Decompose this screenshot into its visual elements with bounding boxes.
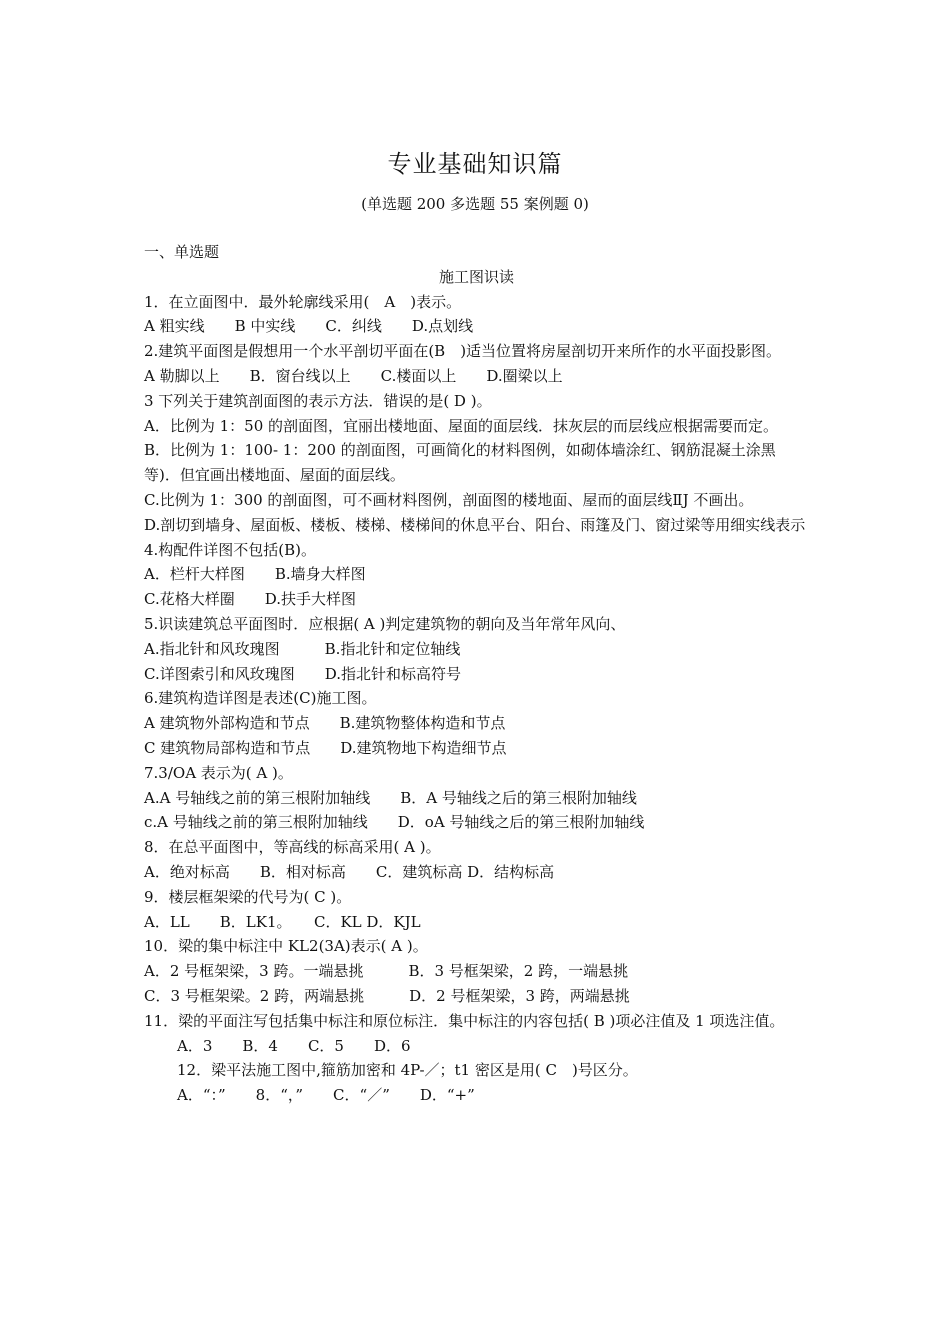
question-6: 6.建筑构造详图是表述(C)施工图。 bbox=[144, 689, 377, 708]
question-4-options-1: A．栏杆大样图 B.墙身大样图 bbox=[144, 565, 366, 584]
question-2-options: A 勒脚以上 B．窗台线以上 C.楼面以上 D.圈梁以上 bbox=[144, 366, 563, 385]
question-10-options-1: A．2 号框架梁，3 跨。一端悬挑 B．3 号框架梁，2 跨，一端悬挑 bbox=[144, 962, 629, 981]
document-title: 专业基础知识篇 bbox=[387, 150, 563, 178]
question-2: 2.建筑平面图是假想用一个水平剖切平面在(B )适当位置将房屋剖切开来所作的水平面投影图。 bbox=[144, 342, 782, 361]
question-1: 1．在立面图中．最外轮廓线采用( A )表示。 bbox=[144, 292, 462, 311]
question-8: 8．在总平面图中，等高线的标高采用( A )。 bbox=[144, 838, 441, 857]
question-3-option-b: B．比例为 1：100- 1：200 的剖面图，可画简化的材料图例，如砌体墙涂红、钢筋混凝土涂黑等)．但宜画出楼地面、屋面的面层线。 bbox=[144, 441, 776, 485]
question-6-options-2: C 建筑物局部构造和节点 D.建筑物地下构造细节点 bbox=[144, 738, 507, 757]
question-8-options: A．绝对标高 B．相对标高 C．建筑标高 D．结构标高 bbox=[144, 862, 555, 881]
question-9-options: A．LL B．LK1。 C．KL D．KJL bbox=[144, 912, 421, 931]
question-5-options-2: C.详图索引和风玫瑰图 D.指北针和标高符号 bbox=[144, 664, 461, 683]
question-12-options: A．“：” 8．“，” C．“／” D．“+” bbox=[177, 1086, 475, 1105]
question-3: 3 下列关于建筑剖面图的表示方法．错误的是( D )。 bbox=[144, 391, 492, 410]
section-heading: 一、单选题 bbox=[144, 243, 220, 261]
question-4-options-2: C.花格大样圈 D.扶手大样图 bbox=[144, 590, 356, 609]
question-11-options: A．3 B．4 C．5 D．6 bbox=[177, 1036, 411, 1055]
question-5-options-1: A.指北针和风玫瑰图 B.指北针和定位轴线 bbox=[144, 639, 461, 658]
document-body bbox=[144, 240, 809, 1108]
question-7-options-1: A.A 号轴线之前的第三根附加轴线 B．A 号轴线之后的第三根附加轴线 bbox=[144, 788, 637, 807]
question-11: 11．梁的平面注写包括集中标注和原位标注．集中标注的内容包括( B )项必注值及 1 项选注值。 bbox=[144, 1011, 785, 1030]
question-3-option-c: C.比例为 1：300 的剖面图，可不画材料图例，剖面图的楼地面、屋而的面层线ⅡJ 不画出。 bbox=[144, 490, 754, 509]
question-4: 4.构配件详图不包括(B)。 bbox=[144, 540, 317, 559]
question-10-options-2: C．3 号框架梁。2 跨，两端悬挑 D．2 号框架梁，3 跨，两端悬挑 bbox=[144, 986, 630, 1005]
subsection-heading: 施工图识读 bbox=[438, 267, 514, 286]
question-3-option-d: D.剖切到墙身、屋面板、楼板、楼梯、楼梯间的休息平台、阳台、雨篷及门、窗过梁等用细实线表示 bbox=[144, 515, 806, 534]
document-subtitle: (单选题 200 多选题 55 案例题 0) bbox=[361, 195, 589, 213]
question-3-option-a: A．比例为 1：50 的剖面图，宜丽出楼地面、屋面的面层线．抹灰层的而层线应根据需要而定。 bbox=[144, 416, 779, 435]
question-12: 12．梁平法施工图中,箍筋加密和 4P-／；t1 密区是用( C )号区分。 bbox=[177, 1061, 638, 1080]
question-7-options-2: c.A 号轴线之前的第三根附加轴线 D．oA 号轴线之后的第三根附加轴线 bbox=[144, 813, 645, 832]
question-6-options-1: A 建筑物外部构造和节点 B.建筑物整体构造和节点 bbox=[144, 714, 506, 733]
question-1-options: A 粗实线 B 中实线 C．纠线 D.点划线 bbox=[144, 317, 474, 336]
question-5: 5.识读建筑总平面图时．应根据( A )判定建筑物的朝向及当年常年风向、 bbox=[144, 614, 626, 633]
question-10: 10．梁的集中标注中 KL2(3A)表示( A )。 bbox=[144, 937, 428, 956]
question-9: 9．楼层框架梁的代号为( C )。 bbox=[144, 887, 352, 906]
question-7: 7.3/OA 表示为( A )。 bbox=[144, 763, 293, 782]
